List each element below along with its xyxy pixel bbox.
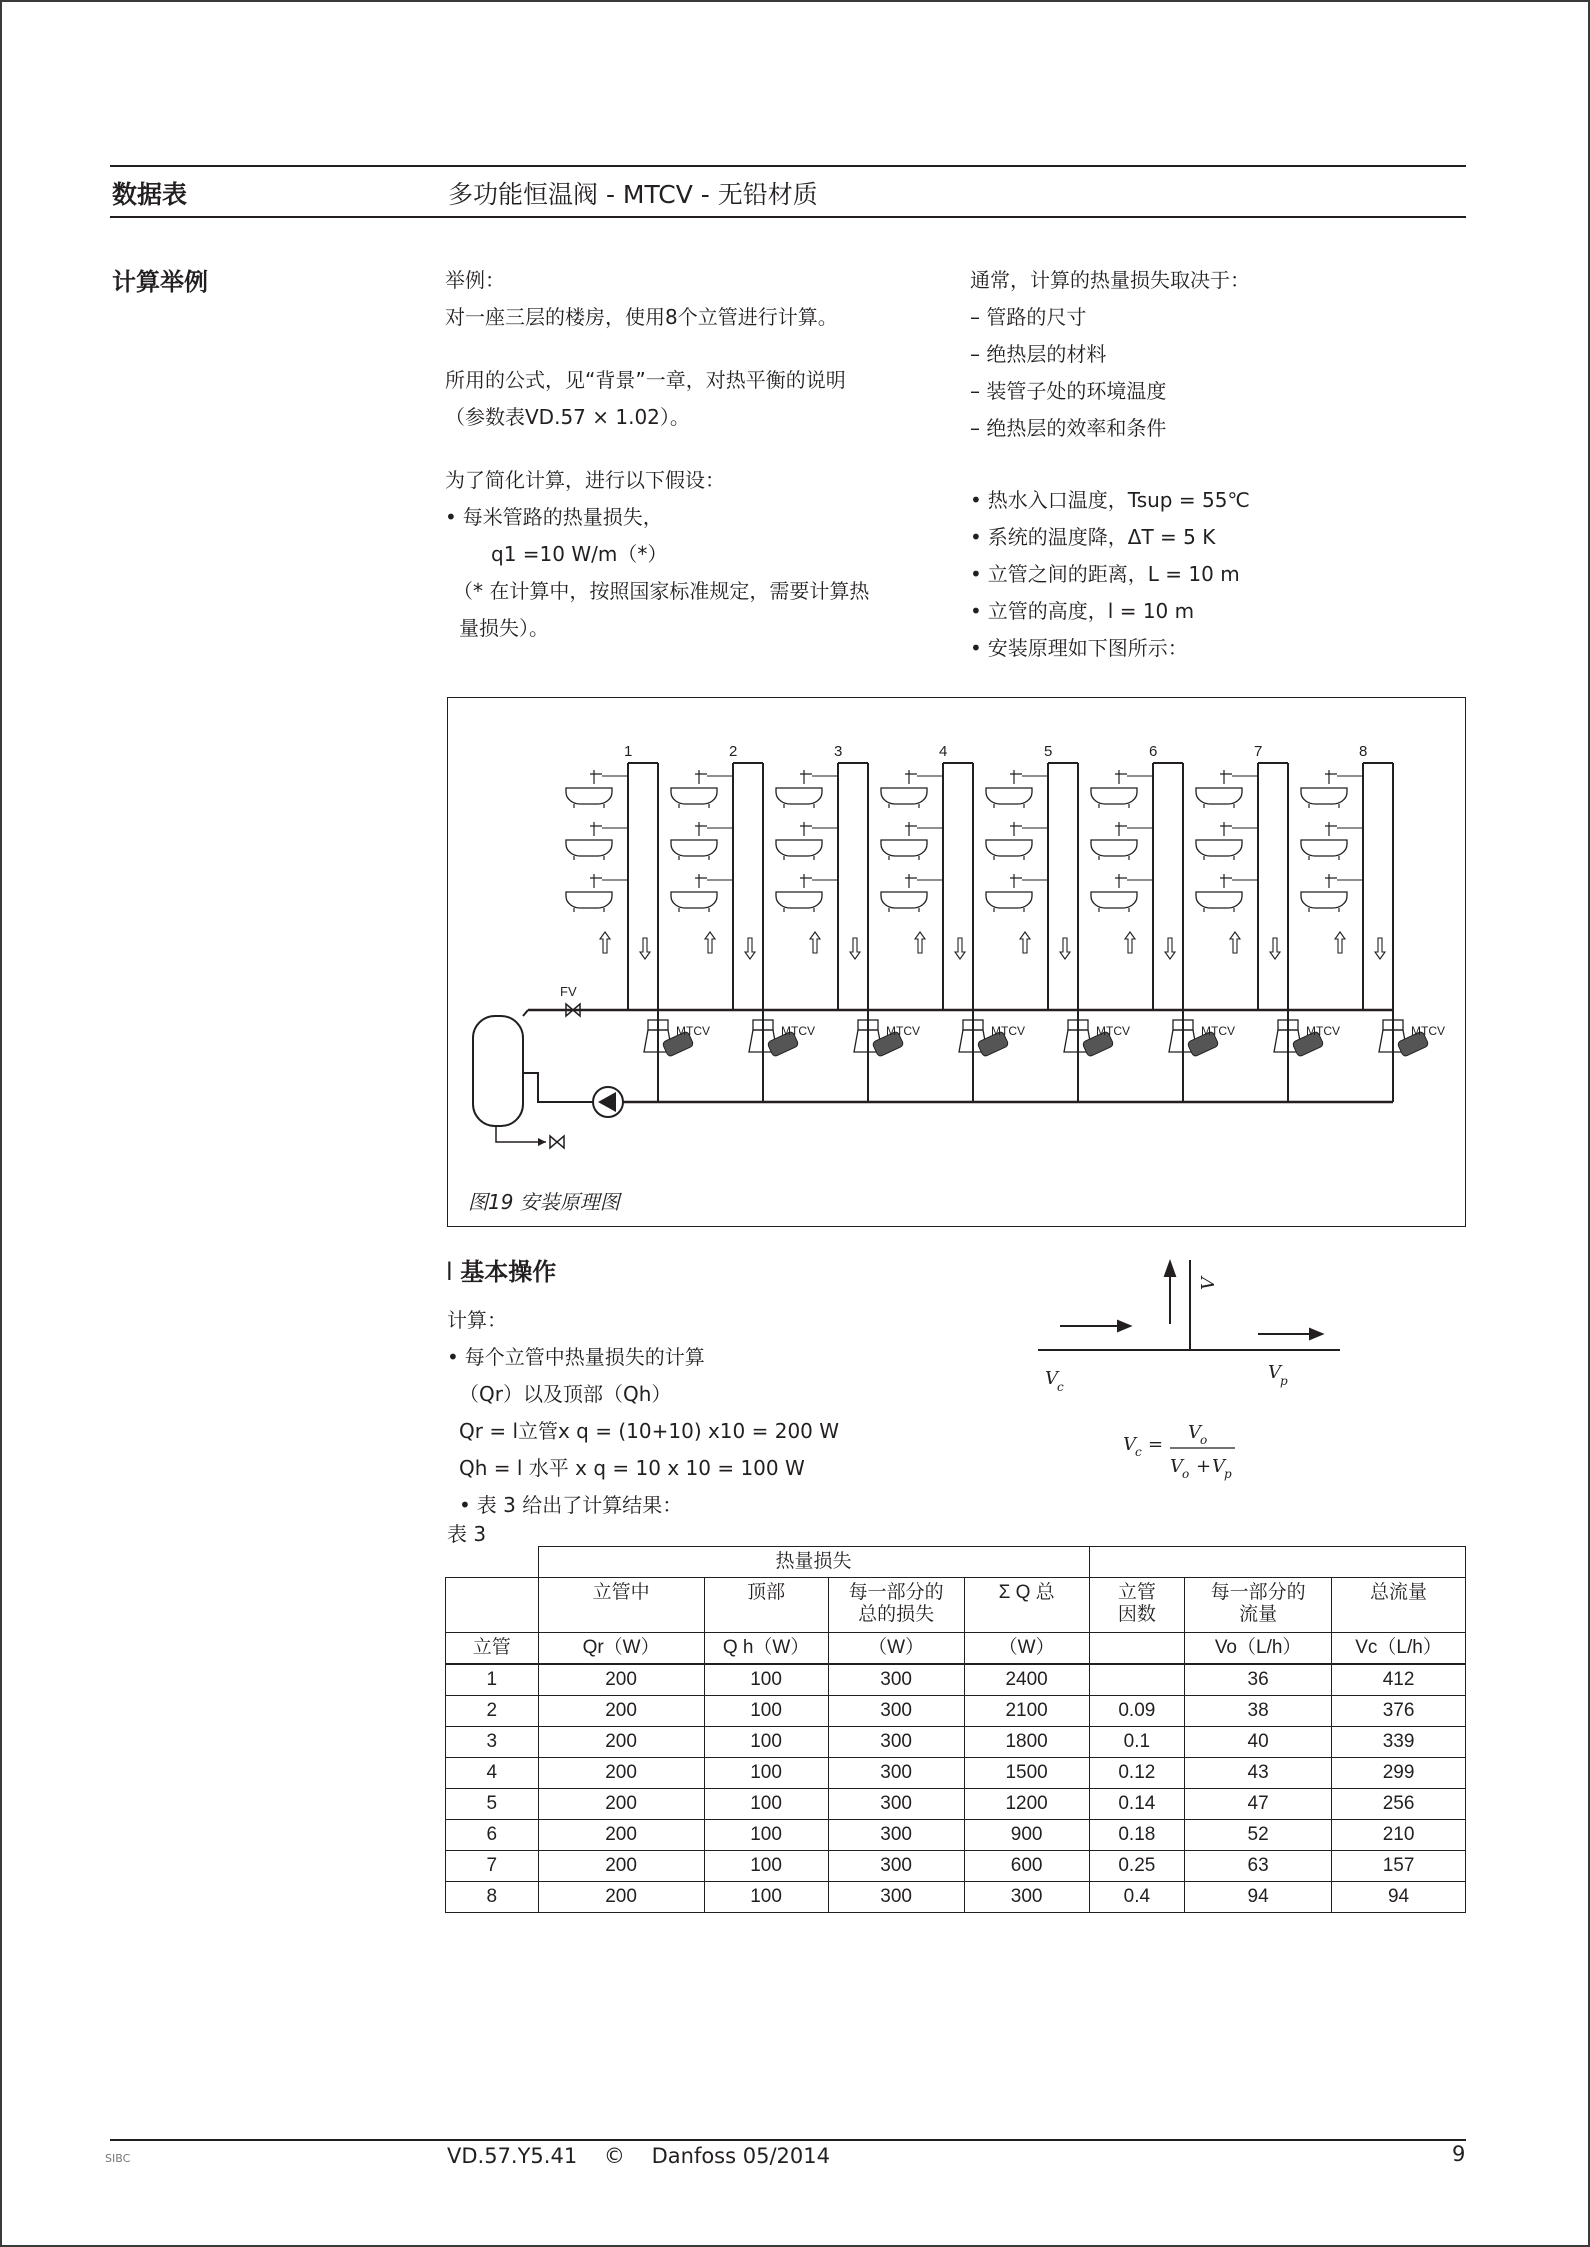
table-cell: 38 bbox=[1185, 1696, 1332, 1727]
bathtub-icon bbox=[1301, 840, 1347, 856]
ops-text bbox=[447, 1302, 839, 1524]
flow-down-arrow-icon bbox=[850, 938, 860, 959]
table-cell: 1500 bbox=[964, 1758, 1089, 1789]
text-line: 对一座三层的楼房，使用8个立管进行计算。 bbox=[445, 305, 838, 329]
factor-item: – 管路的尺寸 bbox=[970, 305, 1087, 329]
storage-tank-icon bbox=[473, 1016, 523, 1126]
table-row bbox=[446, 1882, 1466, 1913]
eq-den-2-sub: p bbox=[1224, 1467, 1232, 1481]
riser-number: 6 bbox=[1149, 743, 1158, 760]
bathtub-icon bbox=[1091, 840, 1137, 856]
table-row bbox=[446, 1789, 1466, 1820]
table-row bbox=[446, 1696, 1466, 1727]
eq-lhs: V bbox=[1123, 1434, 1136, 1455]
flow-formula-diagram bbox=[1030, 1250, 1350, 1500]
flow-down-arrow-icon bbox=[1375, 938, 1385, 959]
text-line: 举例： bbox=[445, 268, 505, 292]
bullet-item: • 立管的高度，l = 10 m bbox=[970, 593, 1250, 630]
table-cell: 0.18 bbox=[1089, 1820, 1185, 1851]
faucet-icon bbox=[695, 770, 707, 784]
bathtub-icon bbox=[1091, 892, 1137, 908]
header-cell: Σ Q 总 bbox=[964, 1578, 1089, 1633]
table-cell: 200 bbox=[538, 1727, 704, 1758]
table-cell: 7 bbox=[446, 1851, 539, 1882]
flow-down-arrow-icon bbox=[955, 938, 965, 959]
bathtub-icon bbox=[566, 840, 612, 856]
intro-column bbox=[445, 262, 869, 647]
vp-label: V bbox=[1268, 1362, 1281, 1383]
table-cell: 5 bbox=[446, 1789, 539, 1820]
table-cell: 100 bbox=[704, 1664, 828, 1696]
group-header-heat-loss: 热量损失 bbox=[538, 1547, 1089, 1578]
table-cell: 100 bbox=[704, 1882, 828, 1913]
header-cell: Vo（L/h） bbox=[1185, 1633, 1332, 1665]
faucet-icon bbox=[800, 822, 812, 836]
faucet-icon bbox=[590, 822, 602, 836]
table-cell: 200 bbox=[538, 1758, 704, 1789]
table-cell: 200 bbox=[538, 1696, 704, 1727]
header-bottom-rule bbox=[110, 216, 1466, 218]
flow-down-arrow-icon bbox=[745, 938, 755, 959]
table-cell: 600 bbox=[964, 1851, 1089, 1882]
bathtub-icon bbox=[1196, 892, 1242, 908]
faucet-icon bbox=[905, 874, 917, 888]
header-cell: （W） bbox=[964, 1633, 1089, 1665]
bathtub-icon bbox=[881, 892, 927, 908]
bullet-item: • 每个立管中热量损失的计算 bbox=[447, 1339, 839, 1376]
bathtub-icon bbox=[1301, 892, 1347, 908]
flow-down-arrow-icon bbox=[1270, 938, 1280, 959]
eq-sign: = bbox=[1148, 1434, 1164, 1455]
text-line: 为了简化计算，进行以下假设： bbox=[445, 468, 725, 492]
table-cell: 300 bbox=[828, 1820, 964, 1851]
eq-den-1: V bbox=[1170, 1456, 1183, 1477]
eq-den-1-sub: o bbox=[1182, 1467, 1190, 1481]
text-line: （* 在计算中，按照国家标准规定，需要计算热 bbox=[453, 579, 870, 603]
riser-number: 4 bbox=[939, 743, 948, 760]
table-cell: 376 bbox=[1332, 1696, 1466, 1727]
table-cell: 100 bbox=[704, 1789, 828, 1820]
header-cell: （W） bbox=[828, 1633, 964, 1665]
table-cell: 40 bbox=[1185, 1727, 1332, 1758]
riser-number: 5 bbox=[1044, 743, 1053, 760]
riser-number: 7 bbox=[1254, 743, 1263, 760]
bathtub-icon bbox=[1091, 788, 1137, 804]
table-cell: 47 bbox=[1185, 1789, 1332, 1820]
header-cell: 每一部分的 流量 bbox=[1185, 1578, 1332, 1633]
table-cell: 100 bbox=[704, 1820, 828, 1851]
faucet-icon bbox=[905, 770, 917, 784]
text-line: 量损失）。 bbox=[459, 616, 549, 640]
header-cell: 顶部 bbox=[704, 1578, 828, 1633]
table-cell: 200 bbox=[538, 1882, 704, 1913]
table-cell: 100 bbox=[704, 1758, 828, 1789]
table-cell: 0.14 bbox=[1089, 1789, 1185, 1820]
bullet-item: • 表 3 给出了计算结果： bbox=[447, 1487, 839, 1524]
bathtub-icon bbox=[881, 840, 927, 856]
eq-num: V bbox=[1188, 1422, 1201, 1443]
table-cell: 94 bbox=[1332, 1882, 1466, 1913]
table-row bbox=[446, 1758, 1466, 1789]
table-cell: 300 bbox=[828, 1727, 964, 1758]
flow-up-arrow-icon bbox=[600, 932, 610, 953]
bathtub-icon bbox=[776, 840, 822, 856]
faucet-icon bbox=[1325, 822, 1337, 836]
faucet-icon bbox=[1115, 770, 1127, 784]
flow-up-arrow-icon bbox=[705, 932, 715, 953]
header-cell: 立管 bbox=[446, 1633, 539, 1665]
table-cell: 52 bbox=[1185, 1820, 1332, 1851]
table-cell: 94 bbox=[1185, 1882, 1332, 1913]
table-cell: 256 bbox=[1332, 1789, 1466, 1820]
table-cell: 412 bbox=[1332, 1664, 1466, 1696]
valve-label: MTCV bbox=[1096, 1024, 1130, 1038]
bullet-item: • 系统的温度降，ΔT = 5 K bbox=[970, 519, 1250, 556]
footer-doc-code: VD.57.Y5.41 © Danfoss 05/2014 bbox=[447, 2144, 830, 2168]
table-cell: 100 bbox=[704, 1851, 828, 1882]
drain-valve-icon bbox=[550, 1136, 564, 1148]
footer-rule bbox=[110, 2139, 1466, 2141]
bathtub-icon bbox=[566, 892, 612, 908]
bathtub-icon bbox=[671, 892, 717, 908]
factor-item: – 绝热层的效率和条件 bbox=[970, 416, 1167, 440]
faucet-icon bbox=[800, 874, 812, 888]
flow-up-arrow-icon bbox=[1125, 932, 1135, 953]
header-cell: 每一部分的 总的损失 bbox=[828, 1578, 964, 1633]
text-line: Qh = l 水平 x q = 10 x 10 = 100 W bbox=[459, 1456, 805, 1480]
faucet-icon bbox=[695, 874, 707, 888]
table-cell: 339 bbox=[1332, 1727, 1466, 1758]
riser-number: 1 bbox=[624, 743, 633, 760]
table-row bbox=[446, 1820, 1466, 1851]
bathtub-icon bbox=[881, 788, 927, 804]
table-cell: 0.25 bbox=[1089, 1851, 1185, 1882]
table-cell: 200 bbox=[538, 1820, 704, 1851]
doc-type: 数据表 bbox=[112, 180, 188, 209]
text-line: （Qr）以及顶部（Qh） bbox=[459, 1382, 672, 1406]
table-cell: 1800 bbox=[964, 1727, 1089, 1758]
table-header-row bbox=[446, 1578, 1466, 1633]
header-cell: 立管 因数 bbox=[1089, 1578, 1185, 1633]
header-top-rule bbox=[110, 165, 1466, 167]
bathtub-icon bbox=[776, 788, 822, 804]
valve-label: MTCV bbox=[991, 1024, 1025, 1038]
eq-den-2: V bbox=[1212, 1456, 1225, 1477]
table-cell: 8 bbox=[446, 1882, 539, 1913]
faucet-icon bbox=[1010, 822, 1022, 836]
table-unit-row bbox=[446, 1633, 1466, 1665]
valve-label: MTCV bbox=[781, 1024, 815, 1038]
flow-up-arrow-icon bbox=[810, 932, 820, 953]
table-cell: 200 bbox=[538, 1851, 704, 1882]
bathtub-icon bbox=[1196, 840, 1242, 856]
table-cell: 300 bbox=[828, 1758, 964, 1789]
bathtub-icon bbox=[671, 840, 717, 856]
text-line: Qr = l立管x q = (10+10) x10 = 200 W bbox=[459, 1419, 840, 1443]
text-line: 所用的公式，见“背景”一章，对热平衡的说明 bbox=[445, 368, 846, 392]
bathtub-icon bbox=[986, 892, 1032, 908]
valve-label: MTCV bbox=[676, 1024, 710, 1038]
table-cell: 300 bbox=[964, 1882, 1089, 1913]
table-cell: 2400 bbox=[964, 1664, 1089, 1696]
valve-label: MTCV bbox=[1306, 1024, 1340, 1038]
faucet-icon bbox=[905, 822, 917, 836]
header-cell: 总流量 bbox=[1332, 1578, 1466, 1633]
table-cell: 0.09 bbox=[1089, 1696, 1185, 1727]
footer-small-mark: SIBC bbox=[105, 2152, 131, 2165]
riser-number: 3 bbox=[834, 743, 843, 760]
table-cell: 6 bbox=[446, 1820, 539, 1851]
table-row bbox=[446, 1727, 1466, 1758]
text-line: （参数表VD.57 × 1.02）。 bbox=[445, 405, 690, 429]
page-number: 9 bbox=[1452, 2142, 1466, 2166]
table-cell: 300 bbox=[828, 1851, 964, 1882]
vc-sub: c bbox=[1057, 1380, 1064, 1394]
factor-item: – 装管子处的环境温度 bbox=[970, 379, 1167, 403]
faucet-icon bbox=[590, 770, 602, 784]
eq-plus: + bbox=[1196, 1456, 1212, 1477]
text-line: q1 =10 W/m（*） bbox=[491, 542, 668, 566]
table-cell: 1200 bbox=[964, 1789, 1089, 1820]
faucet-icon bbox=[1010, 874, 1022, 888]
faucet-icon bbox=[1220, 874, 1232, 888]
factors-column bbox=[970, 262, 1250, 667]
table-cell: 200 bbox=[538, 1664, 704, 1696]
bullet-item: • 安装原理如下图所示： bbox=[970, 630, 1250, 667]
table-cell: 36 bbox=[1185, 1664, 1332, 1696]
valve-label: MTCV bbox=[1201, 1024, 1235, 1038]
table-label: 表 3 bbox=[447, 1522, 487, 1546]
table-cell: 2100 bbox=[964, 1696, 1089, 1727]
vc-label: V bbox=[1045, 1368, 1058, 1389]
table-cell: 300 bbox=[828, 1882, 964, 1913]
header-cell: 立管中 bbox=[538, 1578, 704, 1633]
table-cell: 63 bbox=[1185, 1851, 1332, 1882]
faucet-icon bbox=[1220, 770, 1232, 784]
faucet-icon bbox=[1010, 770, 1022, 784]
table-cell: 299 bbox=[1332, 1758, 1466, 1789]
flow-up-arrow-icon bbox=[1020, 932, 1030, 953]
drain-arrow bbox=[538, 1138, 546, 1146]
fv-label: FV bbox=[560, 984, 577, 999]
valve-label: MTCV bbox=[1411, 1024, 1445, 1038]
faucet-icon bbox=[1115, 822, 1127, 836]
riser-number: 8 bbox=[1359, 743, 1368, 760]
vo-label: V bbox=[1198, 1277, 1219, 1290]
table-cell: 210 bbox=[1332, 1820, 1466, 1851]
flow-down-arrow-icon bbox=[1060, 938, 1070, 959]
header-cell: Q h（W） bbox=[704, 1633, 828, 1665]
table-cell: 0.12 bbox=[1089, 1758, 1185, 1789]
eq-lhs-sub: c bbox=[1135, 1445, 1142, 1459]
table-cell: 4 bbox=[446, 1758, 539, 1789]
bullet-item: • 每米管路的热量损失， bbox=[445, 499, 869, 536]
table-row bbox=[446, 1851, 1466, 1882]
bathtub-icon bbox=[986, 840, 1032, 856]
ops-title: l 基本操作 bbox=[446, 1258, 557, 1286]
figure-caption: 图19 安装原理图 bbox=[468, 1190, 620, 1214]
riser-number: 2 bbox=[729, 743, 738, 760]
faucet-icon bbox=[1220, 822, 1232, 836]
bathtub-icon bbox=[566, 788, 612, 804]
header-cell: Vc（L/h） bbox=[1332, 1633, 1466, 1665]
text-line: 计算： bbox=[447, 1308, 507, 1332]
results-table bbox=[445, 1546, 1466, 1913]
doc-title: 多功能恒温阀 - MTCV - 无铅材质 bbox=[448, 180, 818, 209]
bathtub-icon bbox=[671, 788, 717, 804]
table-cell: 157 bbox=[1332, 1851, 1466, 1882]
faucet-icon bbox=[800, 770, 812, 784]
header-cell bbox=[446, 1578, 539, 1633]
faucet-icon bbox=[1325, 874, 1337, 888]
section-title: 计算举例 bbox=[112, 268, 208, 296]
table-cell: 300 bbox=[828, 1664, 964, 1696]
valve-label: MTCV bbox=[886, 1024, 920, 1038]
table-cell: 300 bbox=[828, 1696, 964, 1727]
table-cell: 2 bbox=[446, 1696, 539, 1727]
header-cell bbox=[1089, 1633, 1185, 1665]
table-cell: 100 bbox=[704, 1696, 828, 1727]
eq-num-sub: o bbox=[1200, 1433, 1208, 1447]
vp-sub: p bbox=[1280, 1374, 1288, 1388]
bullet-item: • 热水入口温度，Tsup = 55℃ bbox=[970, 482, 1250, 519]
flow-up-arrow-icon bbox=[915, 932, 925, 953]
faucet-icon bbox=[1325, 770, 1337, 784]
header-cell: Qr（W） bbox=[538, 1633, 704, 1665]
table-cell: 3 bbox=[446, 1727, 539, 1758]
flow-down-arrow-icon bbox=[640, 938, 650, 959]
bathtub-icon bbox=[1196, 788, 1242, 804]
installation-diagram bbox=[448, 698, 1463, 1178]
table-cell: 300 bbox=[828, 1789, 964, 1820]
faucet-icon bbox=[1115, 874, 1127, 888]
flow-down-arrow-icon bbox=[1165, 938, 1175, 959]
flow-up-arrow-icon bbox=[1335, 932, 1345, 953]
table-group-header-row bbox=[446, 1547, 1466, 1578]
factor-item: – 绝热层的材料 bbox=[970, 342, 1107, 366]
table-cell: 900 bbox=[964, 1820, 1089, 1851]
table-cell bbox=[1089, 1664, 1185, 1696]
table-row bbox=[446, 1664, 1466, 1696]
bathtub-icon bbox=[776, 892, 822, 908]
table-cell: 1 bbox=[446, 1664, 539, 1696]
bathtub-icon bbox=[1301, 788, 1347, 804]
tank-outlet-pipe bbox=[523, 1010, 528, 1016]
text-line: 通常，计算的热量损失取决于： bbox=[970, 268, 1250, 292]
bathtub-icon bbox=[986, 788, 1032, 804]
table-cell: 100 bbox=[704, 1727, 828, 1758]
flow-up-arrow-icon bbox=[1230, 932, 1240, 953]
faucet-icon bbox=[695, 822, 707, 836]
table-cell: 43 bbox=[1185, 1758, 1332, 1789]
table-cell: 200 bbox=[538, 1789, 704, 1820]
table-cell: 0.1 bbox=[1089, 1727, 1185, 1758]
bullet-item: • 立管之间的距离，L = 10 m bbox=[970, 556, 1250, 593]
table-cell: 0.4 bbox=[1089, 1882, 1185, 1913]
faucet-icon bbox=[590, 874, 602, 888]
